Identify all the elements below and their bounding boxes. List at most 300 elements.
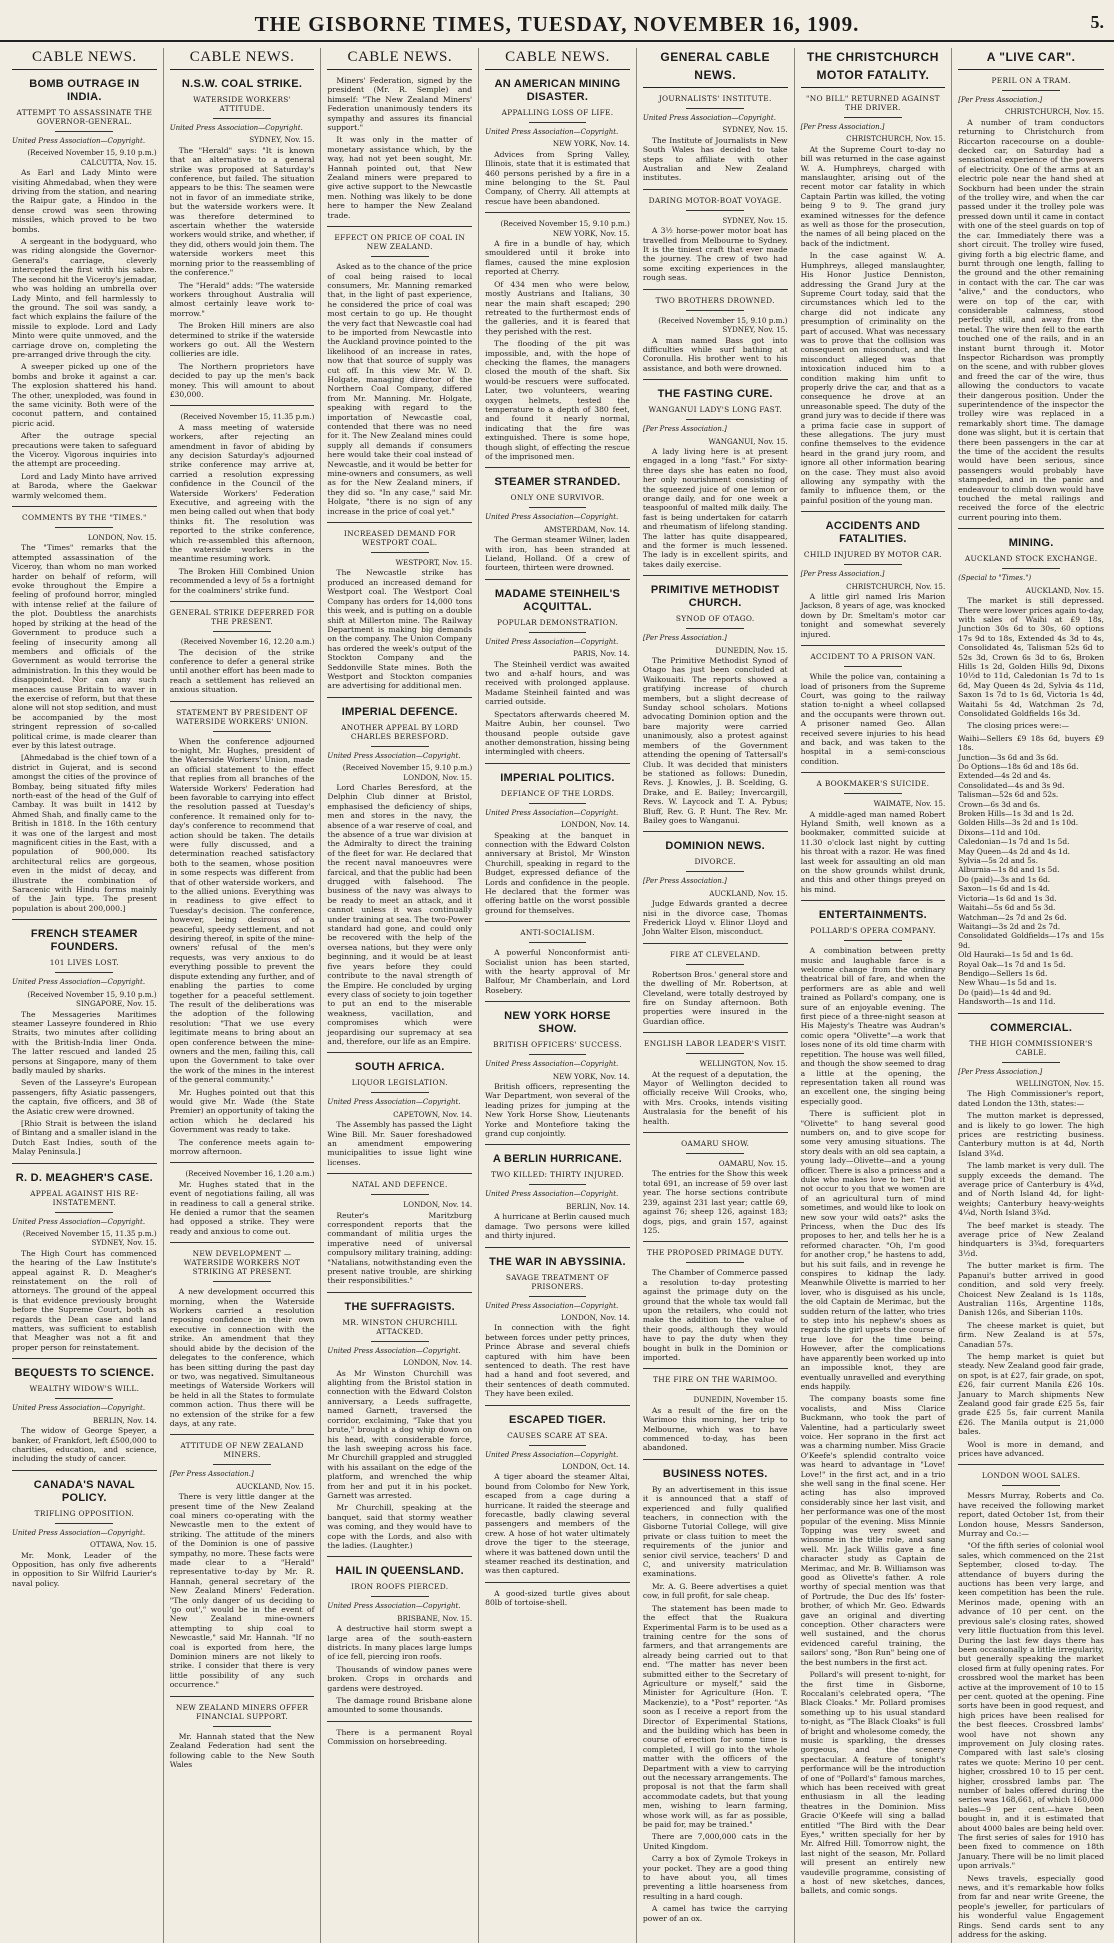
- article-paragraph: A hurricane at Berlin caused much damage. Two persons were killed and thirty injured.: [485, 1212, 630, 1241]
- subheading-rule: [686, 628, 744, 629]
- subheading-rule: [213, 1726, 271, 1727]
- article-subheading: TWO BROTHERS DROWNED.: [655, 295, 775, 305]
- price-row: Victoria—1s 6d and 1s 3d.: [958, 893, 1057, 903]
- article-subheading: ONLY ONE SURVIVOR.: [510, 493, 605, 503]
- subheading-rule: [371, 1092, 429, 1093]
- subheading-rule: [686, 210, 744, 211]
- article-paragraph: A destructive hail storm swept a large area of the south-eastern districts. In many places large lumps of ice fell, piercing iron roofs.: [327, 1624, 473, 1662]
- article-headline: AN AMERICAN MINING DISASTER.: [494, 78, 621, 103]
- article-paragraph: Pollard's will present to-night, for the first time in Gisborne, Roccalani's celebrated opera, "The Black Cloaks." Mr. Pollard promises something up to his usual standard to-night, as "The Black Cloaks" is full of bright and wholesome comedy, the music is sparkling, the dresses gorgeous, and the scenery spectacular. A feature of tonight's performance will be the introduction of one of "Pollard's" famous marches, which has been received with great enthusiasm in all the leading theatres in the Dominion. Miss Gracie O'Keefe will sing a ballad entitled "The Bird with the Dear Eyes," written specially for her by Mr. Alfred Hill. Tomorrow night, the last night of the season, Mr. Pollard will present an entirely new vaudeville programme, consisting of a host of new sketches, dances, ballets, and comic songs.: [800, 1670, 946, 1896]
- news-column: [6, 48, 164, 1943]
- price-row: Crown—6s 3d and 6s.: [958, 799, 1041, 809]
- press-credit: [Per Press Association.]: [958, 96, 1043, 104]
- article-paragraph: Thousands of window panes were broken. Crops in orchards and gardens were destroyed.: [327, 1664, 473, 1693]
- price-row: New Whau—1s 5d and 1s.: [958, 978, 1057, 988]
- article-divider: [643, 1241, 788, 1242]
- article-divider: [170, 701, 315, 702]
- article: [485, 763, 630, 915]
- article-divider: [170, 1162, 315, 1163]
- subheading-rule: [529, 1054, 587, 1055]
- article-paragraph: The widow of George Speyer, a banker, of Frankfort, left £500,000 to charities, education, and science, including the study of cancer.: [12, 1426, 157, 1464]
- subheading-rule: [529, 632, 587, 633]
- article-paragraph: Carry a box of Zymole Trokeys in your pocket. They are a good thing to have about you, all times preventing a little hoarseness from resulting in a hard cough.: [642, 1854, 788, 1901]
- dateline: CHRISTCHURCH, Nov. 15.: [846, 581, 946, 591]
- article: [170, 78, 315, 399]
- subheading-rule: [529, 1184, 587, 1185]
- article-subheading: OAMARU SHOW.: [681, 1139, 750, 1149]
- article-subheading: APPEAL AGAINST HIS RE-INSTATEMENT.: [30, 1188, 139, 1207]
- subheading-rule: [529, 122, 587, 123]
- article-subheading: JOURNALISTS' INSTITUTE.: [658, 94, 772, 103]
- article-paragraph: A fire in a bundle of hay, which smouldered until it broke into flames, caused the mine explosion reported at Cherry.: [485, 239, 630, 277]
- subheading-rule: [55, 972, 113, 973]
- article-paragraph: In the case against W. A. Humphreys, alleged manslaughter, His Honor Justice Denniston, addressing the Grand Jury at the Supreme Court today, said that the circumstances which led to the charge did not indicate any presumption of criminality on the part of accused. What was necessary was to prove that the collision was consequent on misconduct, and the misconduct alleged was that intoxication induced him to a condition making him unfit to properly drive the car, and that as a consequence he drove at an unreasonable speed. The duty of the grand jury was to decide if there was a prima facie case in support of these allegations. The jury must confine themselves to the evidence heard in the grand jury room, and ignore all other information bearing on the case. They must also avoid allowing any sympathy with the family to influence them, or the painful position of the young man.: [800, 251, 946, 505]
- article-paragraph: The Assembly has passed the Light Wine Bill. Mr. Sauer foreshadowed an amendment empowering municipalities to issue light wine licenses.: [327, 1120, 473, 1167]
- article: [12, 78, 157, 500]
- dateline: SYDNEY, Nov. 15.: [249, 135, 315, 145]
- article: [801, 645, 946, 766]
- article: [958, 76, 1104, 522]
- article-paragraph: There is sufficient plot in "Olivette" to hang several good numbers on, and to give scope for some very amusing situations. The story deals with an old sea captain, a young lady—Olivette—and a young officer. There is also a princess and a duke who makes love to her. "Did it not occur to you that we women are of an agricultural turn of mind sometimes, and would like to look on new sow your wild oats?" asks the Princess, when the Duc des Ifs proposes to her, and tells her he is a reformed character. "Oh, I'm good for another crop," he hastens to add, but his suit fails, and in revenge he conspires to kidnap the lady. Meanwhile Olivette is married to her lover, who is disguised as his uncle, the old Captain de Merimac, but the sudden return of the latter, who tries to step into his nephew's shoes as regards the girl upsets the course of true love for the time being. However, after the complications have apparently been worked up into an impossible knot, they are eventually unravelled and everything ends happily.: [800, 1109, 946, 1391]
- subheading-rule: [1002, 1062, 1060, 1063]
- article-headline: A BERLIN HURRICANE.: [492, 1153, 623, 1166]
- article-divider: [643, 831, 788, 832]
- press-credit: (Special to "Times."): [958, 574, 1032, 583]
- column-header: A "LIVE CAR".: [958, 48, 1104, 70]
- article-divider: [170, 1434, 315, 1435]
- article: [643, 943, 788, 1026]
- article: [327, 76, 472, 220]
- subheading-rule: [371, 1194, 429, 1195]
- article: [643, 831, 788, 936]
- subheading-rule: [213, 118, 271, 119]
- article-paragraph: Mr. Hannah stated that the New Zealand Federation had sent the following cable to the New South Wales: [169, 1731, 315, 1769]
- subheading-rule: [844, 564, 902, 565]
- press-credit: [Per Press Association.]: [169, 1470, 254, 1479]
- article-subheading: WATERSIDE WORKERS' ATTITUDE.: [193, 95, 292, 113]
- dateline: AUCKLAND, Nov. 15.: [236, 1481, 315, 1491]
- press-credit: United Press Association—Copyright.: [12, 1404, 146, 1413]
- subheading-rule: [371, 552, 429, 553]
- article-subheading: BRITISH OFFICERS' SUCCESS.: [493, 1040, 622, 1050]
- press-credit: United Press Association—Copyright.: [485, 513, 619, 522]
- article-headline: N.S.W. COAL STRIKE.: [181, 78, 303, 90]
- article-divider: [643, 379, 788, 380]
- press-credit: [Per Press Association.]: [800, 123, 885, 131]
- dateline: BRISBANE, Nov. 15.: [397, 1613, 473, 1623]
- article-subheading: ANTI-SOCIALISM.: [520, 928, 595, 938]
- article: [485, 467, 630, 572]
- article-subheading: CHILD INJURED BY MOTOR CAR.: [803, 550, 942, 560]
- article: [170, 405, 315, 595]
- article: [485, 1405, 630, 1576]
- article-subheading: LONDON WOOL SALES.: [981, 1471, 1081, 1481]
- dateline: WELLINGTON, Nov. 15.: [1016, 1078, 1104, 1088]
- price-row: Waitahi—5s 6d and 5s 3d.: [958, 903, 1056, 913]
- price-row: Broken Hills—1s 3d and 1s 2d.: [958, 809, 1074, 819]
- price-row: Talisman—52s 6d and 52s.: [958, 790, 1059, 800]
- article: [643, 1368, 788, 1452]
- article: [801, 772, 946, 894]
- dateline: LONDON, Nov. 14.: [561, 1312, 630, 1322]
- article: [643, 289, 788, 373]
- article-divider: [485, 1405, 630, 1406]
- price-row: Caledonian—1s 7d and 1s 5d.: [958, 837, 1070, 847]
- article-paragraph: The hemp market is quiet but steady. New Zealand good fair grade, on spot, is at £27, fair grade, on spot, £26, fair current Manila £26 10s. January to March shipments New Zealand good fair grade £25 5s, fair grade £25 5s, fair current Manila £26. The Manila output is 21,000 bales.: [958, 1351, 1104, 1437]
- article-headline: BUSINESS NOTES.: [662, 1467, 768, 1480]
- dateline: LONDON, Nov. 14.: [403, 1358, 473, 1368]
- article-paragraph: Messrs Murray, Roberts and Co. have received the following market report, dated October 1st, from their London house, Messrs Sanderson, Murray and Co.:—: [958, 1491, 1104, 1539]
- price-row: Watchman—2s 7d and 2s 6d.: [958, 912, 1067, 922]
- article-paragraph: Judge Edwards granted a decree nisi in the divorce case, Thomas Frederick Lloyd v. Elinor Lloyd and John Walter Elson, misconduct.: [642, 899, 788, 937]
- article-divider: [170, 1696, 315, 1697]
- subheading-rule: [1002, 568, 1060, 569]
- article-subheading: APPALLING LOSS OF LIFE.: [501, 108, 614, 117]
- article-paragraph: There is a permanent Royal Commission on horsebreeding.: [327, 1727, 473, 1747]
- article-paragraph: The High Court has commenced the hearing of the Law Institute's appeal against R. D. Meagher's reinstatement on the roll of attorneys. The ground of the appeal is that evidence previously brought before the Supreme Court, both as regards the Dean case and land matters, was sufficient to establish that Meagher was not a fit and proper person for reinstatement.: [12, 1248, 157, 1352]
- dateline: BERLIN, Nov. 14.: [566, 1201, 630, 1211]
- article-paragraph: A sergeant in the bodyguard, who was riding alongside the Governor-General's carriage, cleverly intercepted the first with his sabre. The second hit the Viceroy's jemadar, who was holding an umbrella over Lady Minto, and fell harmlessly to the ground. The soil was sandy, a fact which explains the failure of the missile to explode. Lord and Lady Minto were quite unmoved, and the carriage drove on, completing the pre-arranged drive through the city.: [12, 237, 157, 359]
- article-paragraph: The statement has been made to the effect that the Ruakura Experimental Farm is to be used as a training centre for the sons of farmers, and that arrangements are already being carried out to that end. "The matter has never been submitted either to the Secretary of Agriculture or myself," said the Minister for Agriculture (Hon. T. Mackenzie), to a "Post" reporter. "As soon as I receive a report from the Director of Experimental Stations, and the building which has been in course of erection for some time is completed, I will go into the whole matter with the officers of the Department with a view to carrying out the necessary arrangements. The proposal is not that the farm shall accommodate cadets, but that young men, wishing to learn farming, whose work will, as far as possible, be paid for, may be trained.": [642, 1603, 788, 1830]
- article-headline: ACCIDENTS AND FATALITIES.: [825, 520, 921, 546]
- article: [485, 1144, 630, 1240]
- dateline: AUCKLAND, Nov. 15.: [1025, 585, 1104, 595]
- article-subheading: POPULAR DEMONSTRATION.: [496, 617, 618, 627]
- article-paragraph: A powerful Nonconformist anti-Socialist union has been started, with the hearty approval of Mr Balfour, Mr Chamberlain, and Lord Rosebery.: [485, 948, 630, 995]
- press-credit: United Press Association—Copyright.: [327, 1098, 461, 1107]
- article-paragraph: A man named Bass got into difficulties while surf bathing at Coronulla. His brother went to his assistance, and both were drowned.: [642, 335, 788, 373]
- article-subheading: ACCIDENT TO A PRISON VAN.: [810, 652, 936, 662]
- dateline: (Received November 16, 1.20 a.m.): [185, 1169, 315, 1179]
- article-subheading: AUCKLAND STOCK EXCHANGE.: [964, 554, 1098, 564]
- price-row: Saxon—1s 6d and 1s 4d.: [958, 884, 1051, 894]
- article-divider: [12, 919, 157, 920]
- article: [170, 1162, 315, 1236]
- article-paragraph: [Rhio Strait is between the island of Bintang and a smaller island in the Dutch East Indies, south of the Malay Peninsula.]: [12, 1118, 157, 1157]
- article: [485, 78, 630, 206]
- article-headline: DOMINION NEWS.: [665, 840, 765, 853]
- subheading-rule: [686, 108, 744, 109]
- subheading-rule: [529, 942, 587, 943]
- column-header: THE CHRISTCHURCH MOTOR FATALITY.: [801, 48, 946, 88]
- article-subheading: COMMENTS BY THE "TIMES.": [22, 513, 147, 523]
- article-headline: MINING.: [1008, 537, 1054, 550]
- article-paragraph: The "Times" remarks that the attempted assassination of the Viceroy, than whom no man worked harder on behalf of reform, will evoke throughout the Empire a feeling of profound horror, mingled with intense relief at the failure of the plot. Doubtless the anarchists hoped by striking at the head of the Government to produce such a feeling of insecurity among all members and officials of the Government as would terrorise the administration. In this they would be disappointed. Nor can any such menaces cause Britain to waver in the exercise of reform, but that these alone will not stop sedition, and must be accompanied by the most stringent repression of so-called political crime, is made clearer than ever by this latest outrage.: [12, 543, 157, 750]
- article-paragraph: A 3½ horse-power motor boat has travelled from Melbourne to Sydney. It is the tiniest craft that ever made the journey. The crew of two had some exciting experiences in the rough seas.: [642, 226, 788, 283]
- article: [170, 1434, 315, 1689]
- article-subheading: THE FIRE ON THE WARIMOO.: [653, 1375, 778, 1385]
- article-paragraph: A middle-aged man named Robert Hyland Smith, well known as a bookmaker, committed suicide at 11.30 o'clock last night by cutting his throat with a razor. He was fined last week for assaulting an old man on the show grounds whilst drunk, and this and other things preyed on his mind.: [800, 809, 946, 894]
- article-subheading: MR. WINSTON CHURCHILL ATTACKED.: [342, 1317, 458, 1336]
- article-paragraph: The decision of the strike conference to defer a general strike until another effort has been made to reach a settlement has relieved an anxious situation.: [169, 647, 315, 695]
- dateline: DUNEDIN, November 15.: [693, 1395, 788, 1405]
- dateline: WESTPORT, Nov. 15.: [395, 558, 473, 568]
- article-paragraph: The Messageries Maritimes steamer Lasseyre foundered in Rhio Straits, two minutes after colliding with the British-India liner Onda. The latter rescued and landed 25 persons at Singapore, many of them badly mauled by sharks.: [12, 1009, 157, 1075]
- article-paragraph: A new development occurred this morning, when the Waterside Workers carried a resolution reposing confidence in their own executive in connection with the strike. An amendment that they should abide by the decision of the delegates to the conference, which has been sitting during the past day or two, was negatived. Simultaneous meetings of Waterside Workers will be held in all the States to formulate common action. Thus there will be no extension of the strike for a few days, at any rate.: [169, 1287, 315, 1428]
- dateline: BERLIN, Nov. 14.: [92, 1415, 157, 1425]
- subheading-rule: [1002, 90, 1060, 91]
- article-paragraph: The Institute of Journalists in New South Wales has decided to take steps to affiliate with other Australian and New Zealand institutes.: [642, 135, 788, 183]
- press-credit: [Per Press Association.]: [800, 570, 885, 579]
- article: [170, 701, 315, 1157]
- dateline: SYDNEY, Nov. 15.: [722, 125, 788, 135]
- article-paragraph: Advices from Spring Valley, Illinois, state that it is estimated that 460 persons perished by a fire in a mine belonging to the St. Paul Company, of Cherry. All attempts at rescue have been abandoned.: [485, 149, 630, 206]
- article-paragraph: The market is still depressed. There were lower prices again to-day, with sales of Waihi at £9 18s, Junction 30s 6d to 30s, 60 options 17s 9d to 18s, Extended 4s 3d to 4s, Consolidated 4s, Talisman 52s 6d to 52s 3d, Crown 6s 3d to 6s, Broken Hills 1s 2d, Golden Hills 9d, Dixons 10½d to 11d, Caledonian 1s 7d to 1s 6d, May Queen 4s 2d, Sylvia 4s 11d, Saxon 1s 7d to 1s 6d, Victoria 1s 4d, Waitahi 5s 4d, Watchman 2s 7d, Consolidated Goldfields 16s 3d.: [958, 596, 1104, 718]
- article-paragraph: [Ahmedabad is the chief town of a district in Gujerat, and is second amongst the cities of the province of Bombay, being situated fifty miles north-east of the head of the Gulf of Cambay. It was built in 1412 by Ahmed Shah, and finally came to the British in 1818. In the 16th century it was one of the largest and most magnificent cities in the East, with a population of 900,000. Its architectural relics are gorgeous, even in the midst of decay, and illustrate the combination of Saracenic with Hindu forms mainly of the Jain type. The present population is about 200,000.]: [12, 753, 157, 913]
- article-paragraph: The Chamber of Commerce passed a resolution to-day protesting against the primage duty on the ground that the whole tax would fall upon the retailers, who could not make the addition to the value of their goods, although they would have to pay the duty when they bought in bulk in the Dominion or imported.: [642, 1268, 788, 1362]
- subheading-rule: [371, 746, 429, 747]
- article-headline: BEQUESTS TO SCIENCE.: [14, 1367, 155, 1380]
- article-subheading: DEFIANCE OF THE LORDS.: [500, 788, 615, 798]
- article-divider: [643, 575, 788, 576]
- news-column: [952, 48, 1110, 1943]
- article-subheading: GENERAL STRIKE DEFERRED FOR THE PRESENT.: [169, 608, 315, 627]
- article-paragraph: The "Herald" adds: "The waterside workers throughout Australia will almost certainly leave work to-morrow.": [169, 280, 315, 318]
- article-headline: STEAMER STRANDED.: [494, 476, 621, 489]
- press-credit: United Press Association—Copyright.: [12, 1528, 146, 1537]
- subheading-rule: [686, 1262, 744, 1263]
- article-headline: PRIMITIVE METHODIST CHURCH.: [650, 584, 780, 610]
- article-paragraph: A camel has twice the carrying power of an ox.: [642, 1904, 788, 1923]
- article-divider: [327, 1556, 472, 1557]
- article-headline: THE WAR IN ABYSSINIA.: [489, 1255, 626, 1268]
- news-column: [795, 48, 953, 1943]
- article-divider: [485, 1144, 630, 1145]
- press-credit: United Press Association—Copyright.: [327, 1346, 461, 1355]
- dateline: WAIMATE, Nov. 15.: [873, 799, 946, 809]
- article-paragraph: The beef market is steady. The average price of New Zealand hindquarters is 3¾d, forequarters 3½d.: [958, 1220, 1104, 1258]
- article-subheading: A BOOKMAKER'S SUICIDE.: [816, 779, 930, 789]
- article-paragraph: The butter market is firm. The Papanui's butter arrived in good condition, and sold very freely. Choicest New Zealand is 1s 118s, Australian 116s, Argentine 118s, Danish 126s, and Siberian 110s.: [958, 1261, 1104, 1318]
- press-credit: United Press Association—Copyright.: [485, 1301, 619, 1310]
- article-divider: [12, 506, 157, 507]
- subheading-rule: [844, 940, 902, 941]
- article-divider: [485, 921, 630, 922]
- article-paragraph: A mass meeting of waterside workers, after rejecting an amendment in favor of abiding by any decision Saturday's adjourned strike conference may arrive at, carried a resolution expressing confidence in the Council of the Waterside Workers' Federation Executive, and agreeing with the men being called out when that body thinks fit. The resolution was reported to the strike conference, which re-assembled this afternoon, the waterside workers in the meantime resuming work.: [169, 422, 315, 564]
- news-column: [164, 48, 322, 1943]
- article: [327, 226, 472, 516]
- article: [643, 1459, 788, 1923]
- dateline: LONDON, Nov. 15.: [87, 533, 157, 543]
- article-paragraph: There are 7,000,000 cats in the United Kingdom.: [642, 1832, 788, 1851]
- dateline: AMSTERDAM, Nov. 14.: [544, 524, 630, 534]
- subheading-rule: [844, 793, 902, 794]
- subheading-rule: [686, 1153, 744, 1154]
- article-subheading: SAVAGE TREATMENT OF PRISONERS.: [505, 1272, 610, 1291]
- price-row: Old Hauraki—1s 5d and 1s 6d.: [958, 950, 1074, 960]
- article-divider: [801, 900, 946, 901]
- subheading-rule: [686, 1389, 744, 1390]
- article-divider: [170, 405, 315, 406]
- price-row: Alburnia—1s 8d and 1s 5d.: [958, 865, 1060, 875]
- article-divider: [801, 645, 946, 646]
- dateline: (Received November 15, 9.10 p.m.) NEW YORK, Nov. 15.: [500, 219, 630, 238]
- article: [801, 900, 946, 1896]
- article-paragraph: It was only in the matter of monetary assistance which, by the way, had not yet been sought, Mr. Hannah pointed out, that New Zealand miners were prepared to give active support to the Newcastle men. Nothing was likely to be done here to hamper the New Zealand trade.: [327, 135, 473, 220]
- article: [327, 1052, 472, 1167]
- article-headline: THE FASTING CURE.: [657, 388, 773, 401]
- dateline: CHRISTCHURCH, Nov. 15.: [1004, 107, 1104, 117]
- article-paragraph: As a result of the fire on the Warimoo this morning, her trip to Melbourne, which was to have commenced to-day, has been abandoned.: [642, 1405, 788, 1453]
- article-headline: COMMERCIAL.: [990, 1021, 1073, 1034]
- article: [485, 921, 630, 995]
- article-subheading: CAUSES SCARE AT SEA.: [507, 1430, 608, 1440]
- article-divider: [12, 1470, 157, 1471]
- article-subheading: WEALTHY WIDOW'S WILL.: [29, 1384, 140, 1394]
- dateline: WANGANUI, Nov. 15.: [708, 436, 788, 446]
- article-headline: THE SUFFRAGISTS.: [344, 1300, 456, 1313]
- article-paragraph: The Broken Hill miners are also determined to strike if the waterside workers go out. All the Western collieries are idle.: [169, 321, 315, 359]
- article: [170, 601, 315, 694]
- dateline: OAMARU, Nov. 15.: [718, 1159, 788, 1169]
- article-divider: [485, 212, 630, 213]
- news-column: [321, 48, 479, 1943]
- article-paragraph: Wool is more in demand, and prices have advanced.: [958, 1439, 1104, 1458]
- article-paragraph: The German steamer Wilner, laden with iron, has been stranded at Lieland, Holland. Of a crew of fourteen, thirteen were drowned.: [485, 535, 630, 573]
- dateline: PARIS, Nov. 14.: [573, 649, 630, 659]
- dateline: OTTAWA, Nov. 15.: [89, 1540, 157, 1550]
- subheading-rule: [529, 1296, 587, 1297]
- article: [12, 1358, 157, 1463]
- article-subheading: NATAL AND DEFENCE.: [351, 1180, 448, 1190]
- press-credit: United Press Association—Copyright.: [12, 137, 146, 145]
- article-headline: HAIL IN QUEENSLAND.: [335, 1565, 464, 1578]
- article-subheading: DIVORCE.: [694, 857, 736, 867]
- article-subheading: STATEMENT BY PRESIDENT OF WATERSIDE WORKERS' UNION.: [175, 707, 309, 726]
- article-paragraph: Mr. Hughes stated that in the event of negotiations failing, all was in readiness to call a general strike. He denied a rumor that the seamen had opposed a strike. They were ready and anxious to come out.: [169, 1179, 315, 1236]
- press-credit: United Press Association—Copyright.: [485, 1060, 619, 1069]
- article: [643, 575, 788, 825]
- article-subheading: INCREASED DEMAND FOR WESTPORT COAL.: [343, 529, 456, 548]
- article-subheading: NEW DEVELOPMENT — WATERSIDE WORKERS NOT STRIKING AT PRESENT.: [183, 1249, 301, 1277]
- article: [643, 1132, 788, 1235]
- article-divider: [643, 943, 788, 944]
- subheading-rule: [371, 256, 429, 257]
- article-divider: [327, 522, 472, 523]
- subheading-rule: [55, 1523, 113, 1524]
- article-divider: [327, 226, 472, 227]
- article: [958, 528, 1104, 1006]
- subheading-rule: [686, 871, 744, 872]
- article-paragraph: The damage round Brisbane alone amounted to some thousands.: [327, 1696, 473, 1715]
- article-paragraph: As Earl and Lady Minto were visiting Ahmedabad, when they were driving from the station, and nearing the Raipur gate, a Hindoo in the dense crowd was seen throwing missiles, which proved to be two bombs.: [12, 168, 157, 234]
- press-credit: United Press Association—Copyright.: [485, 128, 619, 136]
- article: [485, 1582, 630, 1608]
- article-divider: [801, 511, 946, 512]
- article-divider: [643, 1032, 788, 1033]
- article-paragraph: "Of the fifth series of colonial wool sales, which commenced on the 21st September, closed to-day. The attendance of buyers during the auctions has been very large, and keen competition has been the rule. Merinos made, opening with an advance of 10 per cent. on the previous sale's closing rates, showed very little fluctuation from this level. During the last few days there has been occasionally a little irregularity, but generally speaking the market closed firm at fully opening rates. For crossbred wool the market has been active at the improvement of 10 to 15 per cent. quoted at the opening. Fine sorts have been in good request, and high prices have been realised for the best fleeces. Crossbred lambs' wool have not shown any improvement on July closing rates. Compared with last sale's closing rates we quote: Merino 10 per cent. higher, crossbred 10 to 15 per cent. higher, crossbred lambs par. The number of bales offered during the series was 168,661, of which 160,000 bales—9 per cent.—have been bought in, and it is estimated that about 4000 bales are being held over. The first series of sales for 1910 has been fixed to commence on 18th January. There will be no limit placed upon arrivals.": [958, 1541, 1104, 1871]
- press-credit: United Press Association—Copyright.: [485, 637, 619, 646]
- article-subheading: ATTEMPT TO ASSASSINATE THE GOVERNOR-GENERAL.: [16, 108, 153, 126]
- dateline: LONDON, Nov. 14.: [403, 1200, 473, 1210]
- article-paragraph: British officers, representing the War Department, won several of the leading prizes for jumping at the New York Horse Show, Lieutenants Yorke and Montefiore taking the grand cup conjointly.: [485, 1082, 630, 1139]
- article: [801, 511, 946, 639]
- article-paragraph: The closing prices were:—: [967, 721, 1070, 731]
- press-credit: United Press Association—Copyright.: [642, 114, 776, 122]
- article-subheading: DARING MOTOR-BOAT VOYAGE.: [648, 195, 782, 205]
- article-paragraph: There is very little danger at the present time of the New Zealand coal miners co-operating with the Newcastle men to the extent of striking. The attitude of the miners of the Dominion is one of passive sympathy, no more. These facts were made clear to a "Herald" representative to-day by Mr. R. Hannah, general secretary of the New Zealand Miners' Federation. "The only danger of us deciding to 'go out'," would be in the event of New Zealand mine-owners attempting to ship coal to Newcastle," said Mr. Hannah. "If no coal is exported from here, the Dominion miners are not likely to strike. I consider that there is very little possibility of any such occurrence.": [169, 1492, 315, 1690]
- article-paragraph: The cheese market is quiet, but firm. New Zealand is at 57s, Canadian 57s.: [958, 1320, 1104, 1349]
- dateline: CAPETOWN, Nov. 14.: [393, 1109, 473, 1119]
- subheading-rule: [55, 1398, 113, 1399]
- article-paragraph: A good-sized turtle gives about 80lb of tortoise-shell.: [485, 1588, 630, 1608]
- article-paragraph: After the outrage special precautions were taken to safeguard the Viceroy. Vigorous inquiries into the attempt are proceeding.: [12, 431, 157, 469]
- subheading-rule: [213, 1464, 271, 1465]
- news-column: [637, 48, 795, 1943]
- article-headline: CANADA'S NAVAL POLICY.: [33, 1478, 135, 1504]
- article: [643, 1032, 788, 1126]
- price-row: Extended—4s 2d and 4s.: [958, 771, 1051, 781]
- dateline: (Received November 15, 9.10 p.m.) CALCUTTA, Nov. 15.: [27, 148, 157, 167]
- subheading-rule: [844, 666, 902, 667]
- article-subheading: "NO BILL" RETURNED AGAINST THE DRIVER.: [806, 94, 940, 112]
- article-paragraph: Mr. Hughes pointed out that this would give Mr. Wade (the State Premier) an opportunity of taking the action which he declared his Government was ready to take.: [169, 1087, 315, 1135]
- dateline: SYDNEY, Nov. 15.: [722, 215, 788, 225]
- press-credit: [Per Press Association.]: [642, 877, 727, 886]
- article-divider: [327, 1052, 472, 1053]
- press-credit: United Press Association—Copyright.: [327, 1602, 461, 1611]
- article-headline: FRENCH STEAMER FOUNDERS.: [30, 928, 138, 954]
- article-paragraph: Mr. A. G. Beere advertises a quiet cow, in full profit, for sale cheap.: [642, 1581, 788, 1601]
- article: [327, 697, 472, 1047]
- price-row: May Queen—4s 2d and 4s 1d.: [958, 846, 1070, 856]
- article-paragraph: Lord and Lady Minto have arrived at Baroda, where the Gaekwar warmly welcomed them.: [12, 471, 157, 500]
- article-paragraph: Mr. Monk, Leader of the Opposition, has only five adherents in opposition to Sir Wilfrid Laurier's naval policy.: [12, 1550, 157, 1588]
- article-headline: R. D. MEAGHER'S CASE.: [15, 1171, 153, 1184]
- article-divider: [327, 1292, 472, 1293]
- price-row: Handsworth—1s and 11d.: [958, 997, 1056, 1007]
- price-row: Do Options—18s 6d and 18s 6d.: [958, 762, 1079, 771]
- price-row: Royal Oak—1s 7d and 1s 5d.: [958, 959, 1066, 969]
- article-divider: [485, 1001, 630, 1002]
- subheading-rule: [529, 507, 587, 508]
- article-paragraph: Lord Charles Beresford, at the Delphin Club dinner at Bristol, emphasised the deficiency of ships, men and stores in the navy, the absence of a war reserve of coal, and the absence of a true war division at the Admiralty to direct the training of the fleet for war. He declared that the recent naval manoeuvres were farcical, and that the public had been drugged with falsehood. The business of the navy was always to be ready to meet an attack, and it cannot unless it was continually under training at sea. The two-Power standard had gone, and could only be recovered with the help of the oversea nations, but they were only beginning, and it would be at least five years before they could contribute to the naval strength of the Empire. He concluded by urging every class of society to join together to put an end to the miserable weakness, vacillation, and compromises which were jeopardising our supremacy at sea and, therefore, our life as an Empire.: [327, 782, 473, 1046]
- subheading-rule: [1002, 1485, 1060, 1486]
- article: [12, 1470, 157, 1588]
- dateline: (Received November 15, 9.10 p.m.) LONDON, Nov. 15.: [342, 763, 473, 782]
- subheading-rule: [686, 1053, 744, 1054]
- article-paragraph: By an advertisement in this issue it is announced that a staff of experienced and fully qualified teachers, in connection with the Gisborne Tutorial College, will give private or class tuition to meet the requirements of the junior and senior civil service, teachers' D and C, and university matriculation examinations.: [642, 1484, 788, 1579]
- article-paragraph: At the Supreme Court to-day no bill was returned in the case against W. A. Humphreys, charged with manslaughter, arising out of the recent motor car fatality in which Captain Partin was killed, the voting being 9 to 9. The grand jury examined witnesses for the defence as well as those for the prosecution, the names of all being placed on the back of the indictment.: [800, 144, 946, 248]
- dateline: NEW YORK, Nov. 14.: [552, 139, 630, 149]
- article-headline: ESCAPED TIGER.: [508, 1413, 607, 1426]
- article-paragraph: The entries for the Show this week total 691, an increase of 59 over last year. The horse sections contribute 239, against 231 last year; cattle 69, against 76; sheep 126, against 183; dogs, pigs, and grain 157, against 125.: [642, 1169, 788, 1235]
- article: [801, 94, 946, 505]
- article-paragraph: The mutton market is depressed, and is likely to go lower. The high prices are restricting business. Canterbury mutton is at 4d, North Island 3¾d.: [958, 1111, 1104, 1158]
- article-paragraph: The Northern proprietors have decided to pay up the men's back money. This will amount to about £30,000.: [169, 361, 315, 399]
- article-divider: [327, 697, 472, 698]
- article-subheading: EFFECT ON PRICE OF COAL IN NEW ZEALAND.: [334, 233, 466, 252]
- article-divider: [170, 1242, 315, 1243]
- article: [327, 1721, 472, 1747]
- article-divider: [958, 528, 1104, 529]
- article-headline: BOMB OUTRAGE IN INDIA.: [29, 78, 140, 103]
- article-paragraph: At the request of a deputation, the Mayor of Wellington decided to officially receive Will Crooks, who, with Mrs. Crooks, intends visiting Australasia for the benefit of his health.: [642, 1069, 788, 1126]
- price-row: Do (paid)—1s 4d and 9d.: [958, 987, 1052, 997]
- subheading-rule: [686, 964, 744, 965]
- column-header: GENERAL CABLE NEWS.: [643, 48, 788, 88]
- article-paragraph: The company boasts some fine vocalists, and Miss Clarice Buckmann, who took the part of Valentine, had a particularly sweet voice. Her soprano in the first act was a charming number. Miss Gracie O'Keefe's splendid contralto voice was heard to advantage in "Love! Love!" in the first act, and in a trio she well sang in the final scene. Her acting has also improved considerably since her last visit, and her performance was one of the most popular of the evening. Miss Minnie Topping was very sweet and winsome in the title role, and sang well. Mr. Jack Willis gave a fine character study as Captain de Merimac, and Mr. B. Williamson was good as Olivette's father. A role worthy of special mention was that of Portrude, the Duc des Ifs' foster-brother, of which Mr. Geo. Edwards gave an original and diverting conception. Other characters were well sustained, and the chorus evidenced careful training, the sailors' song, "Bon Run" being one of the best numbers in the first act.: [800, 1394, 946, 1667]
- price-row: Waihi—Sellers £9 18s 6d, buyers £9 18s.: [958, 733, 1104, 753]
- article: [327, 1556, 472, 1714]
- price-row: Dixons—11d and 10d.: [958, 827, 1041, 837]
- newspaper-title: THE GISBORNE TIMES, TUESDAY, NOVEMBER 16, 1909.: [254, 12, 860, 36]
- article-paragraph: Robertson Bros.' general store and the dwelling of Mr. Robertson, at Cleveland, were totally destroyed by fire on Sunday afternoon. Both properties were insured in the Guardian office.: [642, 969, 788, 1026]
- press-credit: United Press Association—Copyright.: [169, 124, 303, 132]
- subheading-rule: [844, 117, 902, 118]
- column-header: CABLE NEWS.: [327, 48, 472, 70]
- dateline: (Received November 15, 9.10 p.m.) SINGAPORE, Nov. 15.: [27, 989, 157, 1009]
